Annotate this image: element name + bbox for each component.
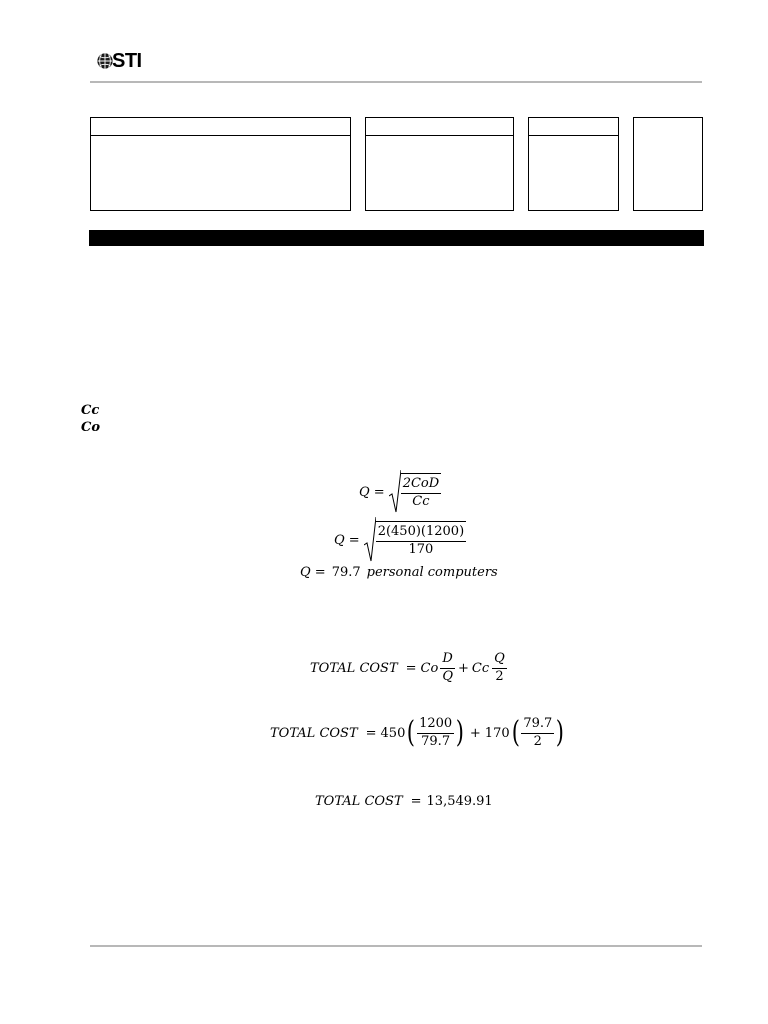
eoq-result-lhs: Q =: [300, 565, 326, 580]
tc-q1: Q: [442, 668, 453, 684]
footer-rule: [90, 945, 702, 947]
sqrt-sign: [389, 470, 401, 514]
eoq-denominator: Cc: [412, 493, 430, 509]
info-box-code: [365, 117, 514, 211]
sqrt-sign: [364, 517, 376, 563]
tc-two: 2: [495, 668, 504, 684]
tc-q2: Q: [492, 652, 507, 669]
tcr-value: 13,549.91: [426, 794, 493, 809]
tcr-lhs: TOTAL COST: [315, 794, 403, 809]
tcs-q-val2: 79.7: [521, 717, 554, 734]
info-box-caption: [91, 118, 350, 136]
tcs-q-val: 79.7: [421, 733, 451, 749]
eoq-sub-denominator: 170: [408, 541, 434, 557]
info-box-caption: [366, 118, 513, 136]
section-title-bar: [89, 230, 704, 246]
tcs-d-val: 1200: [417, 717, 454, 734]
eoq-lhs: Q =: [359, 484, 385, 500]
header-rule: [90, 81, 702, 83]
variable-co: Co: [81, 420, 101, 435]
eoq-sub-numerator: 2(450)(1200): [376, 525, 466, 542]
eoq-result-value: 79.7: [331, 565, 361, 580]
sti-logo: [96, 48, 142, 74]
tcs-co-val: 450: [380, 725, 406, 741]
eoq-formula: [359, 470, 441, 514]
tcs-plus: +: [469, 725, 481, 741]
info-box-date: [528, 117, 619, 211]
variable-cc: Cc: [81, 403, 100, 418]
tc-cc: Cc: [471, 660, 490, 676]
tcs-lhs: TOTAL COST: [270, 725, 358, 741]
eoq-result-unit: personal computers: [366, 565, 498, 580]
tc-lhs: TOTAL COST: [310, 660, 398, 676]
eoq-sub-lhs: Q =: [334, 532, 360, 548]
tcs-cc-val: 170: [484, 725, 510, 741]
tcr-eq: =: [410, 794, 422, 809]
eoq-substituted: [334, 517, 466, 563]
tcs-eq: =: [365, 725, 377, 741]
info-box-page: [633, 117, 703, 211]
tc-plus: +: [457, 660, 469, 676]
logo-text: STI: [112, 50, 142, 72]
tcs-two: 2: [533, 733, 542, 749]
eoq-numerator: 2CoD: [401, 477, 441, 494]
total-cost-result: [315, 794, 493, 809]
info-box-caption: [529, 118, 618, 136]
tc-d: D: [440, 652, 454, 669]
tc-eq: =: [405, 660, 417, 676]
total-cost-formula: [310, 652, 507, 685]
total-cost-substituted: TOTAL COST = 450 ( $\frac{1200}{79.7}$ ) + 170 ( $\frac{79.7}{2}$ ): [270, 715, 565, 751]
info-box-subject: [90, 117, 351, 211]
eoq-result: [300, 565, 498, 580]
tc-co: Co: [420, 660, 439, 676]
